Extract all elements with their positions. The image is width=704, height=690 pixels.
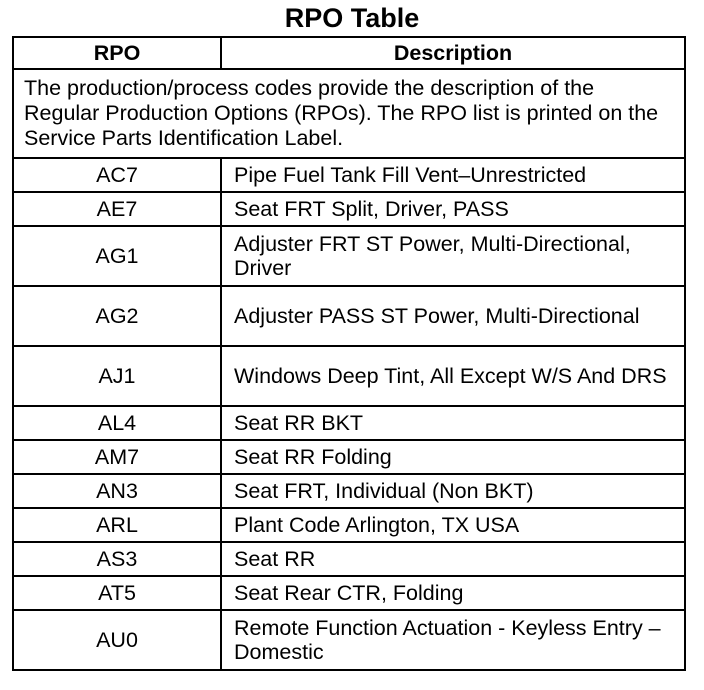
rpo-code: AN3 [13, 474, 221, 508]
rpo-code: AJ1 [13, 346, 221, 406]
rpo-description: Windows Deep Tint, All Except W/S And DRS [221, 346, 685, 406]
rpo-code: ARL [13, 508, 221, 542]
rpo-description: Plant Code Arlington, TX USA [221, 508, 685, 542]
table-row [13, 286, 685, 346]
rpo-description: Pipe Fuel Tank Fill Vent–Unrestricted [221, 158, 685, 192]
table-title: RPO Table [284, 3, 420, 33]
rpo-table [12, 36, 686, 671]
rpo-code: AM7 [13, 440, 221, 474]
header-row [13, 37, 685, 69]
table-row [13, 158, 685, 192]
table-row [13, 542, 685, 576]
intro-row [13, 69, 685, 158]
rpo-code: AE7 [13, 192, 221, 226]
table-row [13, 346, 685, 406]
rpo-description: Seat RR [221, 542, 685, 576]
rpo-description: Seat FRT Split, Driver, PASS [221, 192, 685, 226]
rpo-code: AT5 [13, 576, 221, 610]
table-row [13, 406, 685, 440]
rpo-code: AU0 [13, 610, 221, 670]
rpo-description: Adjuster FRT ST Power, Multi-Directional, Driver [221, 226, 685, 286]
rpo-code: AL4 [13, 406, 221, 440]
table-row [13, 508, 685, 542]
rpo-description: Seat FRT, Individual (Non BKT) [221, 474, 685, 508]
column-header-description: Description [221, 37, 685, 69]
rpo-description: Remote Function Actuation - Keyless Entry – Domestic [221, 610, 685, 670]
table-row [13, 610, 685, 670]
table-row [13, 440, 685, 474]
rpo-description: Adjuster PASS ST Power, Multi-Directional [221, 286, 685, 346]
rpo-code: AG1 [13, 226, 221, 286]
intro-text: The production/process codes provide the description of the Regular Production Options (RPOs). The RPO list is printed on the Service Parts Identification Label. [13, 69, 685, 158]
table-row [13, 226, 685, 286]
rpo-description: Seat RR Folding [221, 440, 685, 474]
rpo-description: Seat Rear CTR, Folding [221, 576, 685, 610]
rpo-code: AC7 [13, 158, 221, 192]
rpo-code: AS3 [13, 542, 221, 576]
column-header-rpo: RPO [13, 37, 221, 69]
table-row [13, 192, 685, 226]
table-row [13, 576, 685, 610]
table-row [13, 474, 685, 508]
rpo-code: AG2 [13, 286, 221, 346]
rpo-description: Seat RR BKT [221, 406, 685, 440]
